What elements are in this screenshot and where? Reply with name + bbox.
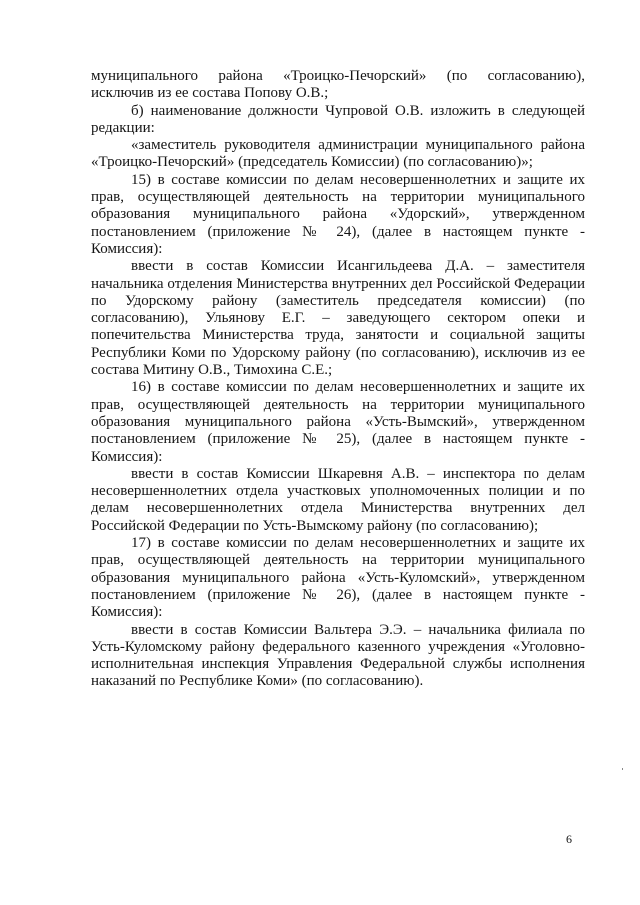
paragraph-item-16-changes: ввести в состав Комиссии Шкаревня А.В. – инспектора по делам несовершеннолетних отдела участковых уполномоченных полиции и по делам несовершеннолетних отдела Министерства внутренних дел Российской Федерации по Усть-Вымскому району (по согласованию); xyxy=(91,465,585,534)
paragraph-b-position: б) наименование должности Чупровой О.В. изложить в следующей редакции: xyxy=(91,102,585,136)
paragraph-new-wording: «заместитель руководителя администрации муниципального района «Троицко-Печорский» (председатель Комиссии) (по согласованию)»; xyxy=(91,137,585,171)
paragraph-item-17-changes: ввести в состав Комиссии Вальтера Э.Э. – начальника филиала по Усть-Куломскому району федерального казенного учреждения «Уголовно-исполнительная инспекция Управления Федеральной службы исполнения наказаний по Республике Коми» (по согласованию). xyxy=(91,621,585,690)
paragraph-continuation: муниципального района «Троицко-Печорский» (по согласованию), исключив из ее состава Попову О.В.; xyxy=(91,68,585,102)
paragraph-item-16: 16) в составе комиссии по делам несовершеннолетних и защите их прав, осуществляющей деятельность на территории муниципального образования муниципального района «Усть-Вымский», утвержденном постановлением (приложение № 25), (далее в настоящем пункте - Комиссия): xyxy=(91,379,585,465)
document-body xyxy=(91,68,585,691)
page-number: 6 xyxy=(566,832,572,846)
scan-speck xyxy=(622,768,623,770)
paragraph-item-17: 17) в составе комиссии по делам несовершеннолетних и защите их прав, осуществляющей деятельность на территории муниципального образования муниципального района «Усть-Куломский», утвержденном постановлением (приложение № 26), (далее в настоящем пункте - Комиссия): xyxy=(91,535,585,621)
paragraph-item-15: 15) в составе комиссии по делам несовершеннолетних и защите их прав, осуществляющей деятельность на территории муниципального образования муниципального района «Удорский», утвержденном постановлением (приложение № 24), (далее в настоящем пункте - Комиссия): xyxy=(91,171,585,257)
paragraph-item-15-changes: ввести в состав Комиссии Исангильдеева Д.А. – заместителя начальника отделения Министерства внутренних дел Российской Федерации по Удорскому району (заместитель председателя комиссии) (по согласованию), Ульянову Е.Г. – заведующего сектором опеки и попечительства Министерства труда, занятости и социальной защиты Республики Коми по Удорскому району (по согласованию), исключив из ее состава Митину О.В., Тимохина С.Е.; xyxy=(91,258,585,379)
